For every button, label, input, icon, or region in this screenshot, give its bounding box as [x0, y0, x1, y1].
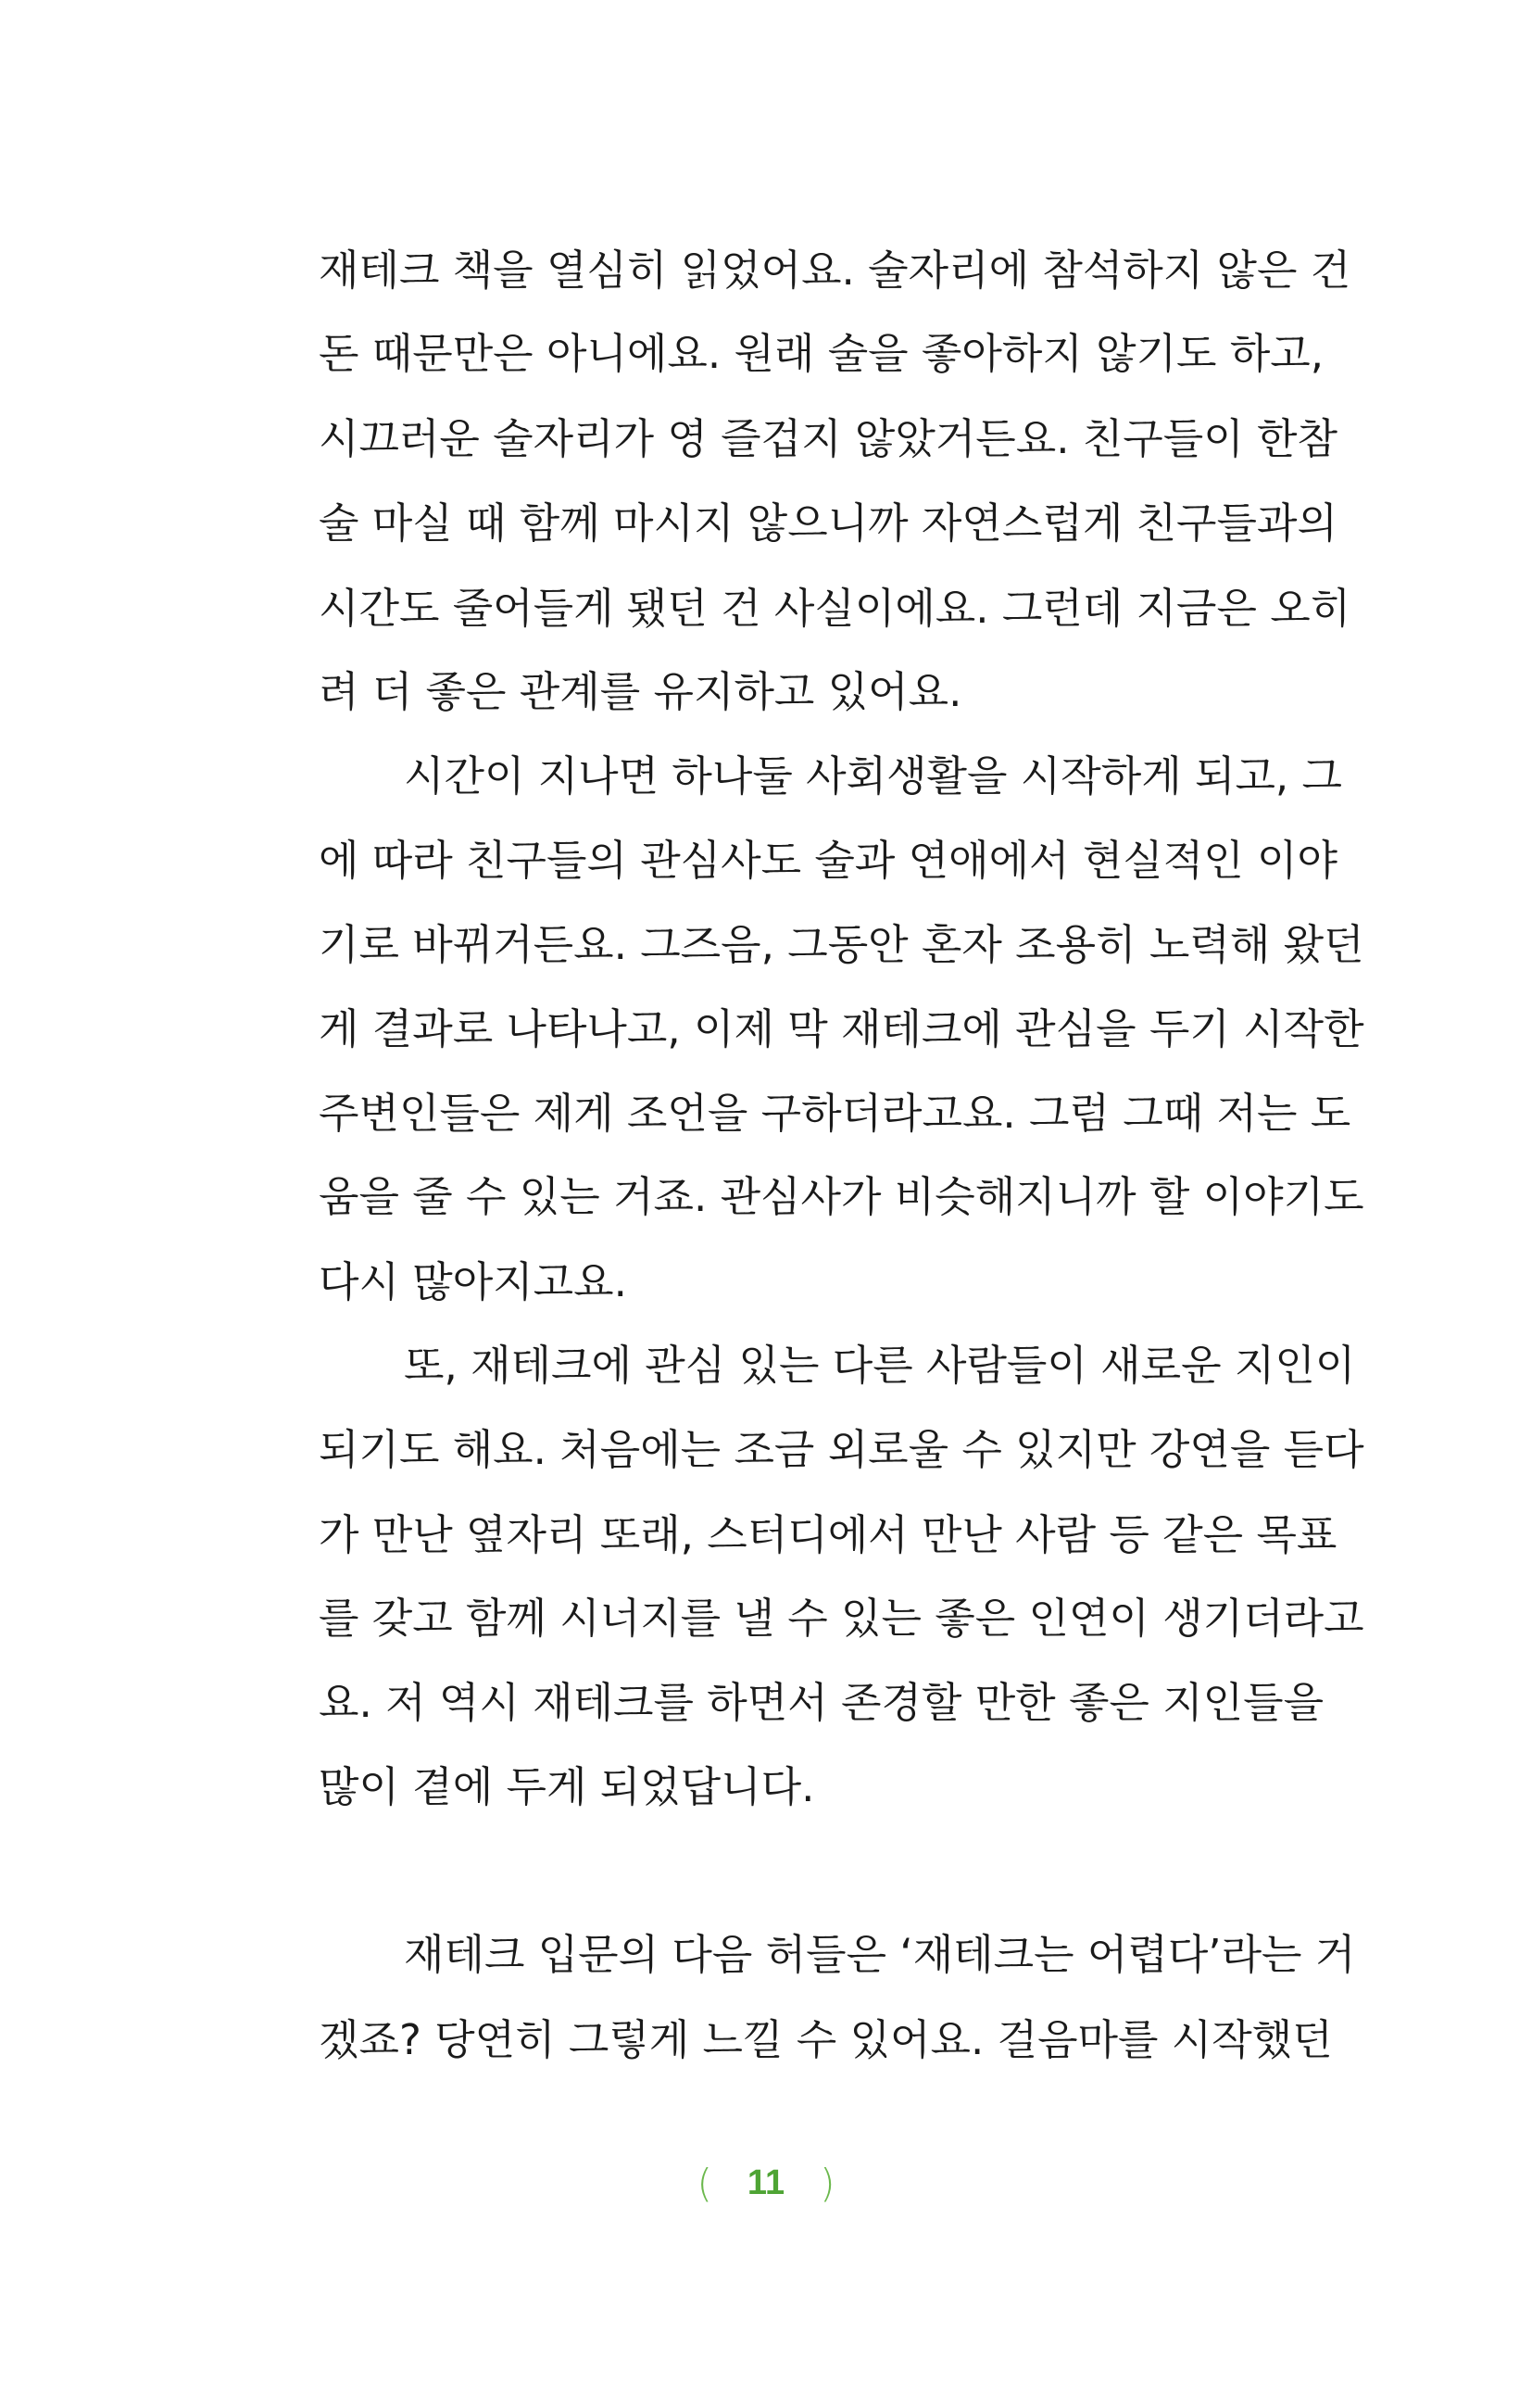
page-number-value: 11 [747, 2162, 785, 2202]
text-line: 재테크 책을 열심히 읽었어요. 술자리에 참석하지 않은 건 [319, 246, 1351, 295]
text-line: 기로 바뀌거든요. 그즈음, 그동안 혼자 조용히 노력해 왔던 [319, 920, 1364, 969]
text-line: 주변인들은 제게 조언을 구하더라고요. 그럼 그때 저는 도 [319, 1089, 1351, 1138]
text-line: 시끄러운 술자리가 영 즐겁지 않았거든요. 친구들이 한참 [319, 414, 1337, 463]
text-line: 려 더 좋은 관계를 유지하고 있어요. [319, 667, 962, 716]
page-number [0, 2155, 1532, 2211]
text-line: 다시 많아지고요. [319, 1257, 627, 1306]
text-line: 술 마실 때 함께 마시지 않으니까 자연스럽게 친구들과의 [319, 498, 1337, 548]
text-line: 를 갖고 함께 시너지를 낼 수 있는 좋은 인연이 생기더라고 [319, 1594, 1364, 1643]
text-line: 재테크 입문의 다음 허들은 ‘재테크는 어렵다’라는 거 [404, 1930, 1356, 1979]
text-line: 시간도 줄어들게 됐던 건 사실이에요. 그런데 지금은 오히 [319, 584, 1351, 633]
text-line: 많이 곁에 두게 되었답니다. [319, 1762, 815, 1811]
text-line: 겠죠? 당연히 그렇게 느낄 수 있어요. 걸음마를 시작했던 [319, 2015, 1333, 2064]
text-line: 움을 줄 수 있는 거죠. 관심사가 비슷해지니까 할 이야기도 [319, 1172, 1364, 1221]
text-line: 시간이 지나면 하나둘 사회생활을 시작하게 되고, 그 [404, 751, 1343, 801]
text-line: 되기도 해요. 처음에는 조금 외로울 수 있지만 강연을 듣다 [319, 1425, 1364, 1474]
page-number-open-paren: ( [697, 2160, 712, 2206]
text-line: 요. 저 역시 재테크를 하면서 존경할 만한 좋은 지인들을 [319, 1678, 1325, 1727]
text-line: 가 만난 옆자리 또래, 스터디에서 만난 사람 등 같은 목표 [319, 1510, 1337, 1559]
text-line: 또, 재테크에 관심 있는 다른 사람들이 새로운 지인이 [404, 1341, 1356, 1390]
text-line: 에 따라 친구들의 관심사도 술과 연애에서 현실적인 이야 [319, 836, 1337, 885]
page-number-close-paren: ) [820, 2160, 835, 2206]
text-line: 게 결과로 나타나고, 이제 막 재테크에 관심을 두기 시작한 [319, 1004, 1364, 1053]
text-line: 돈 때문만은 아니에요. 원래 술을 좋아하지 않기도 하고, [319, 329, 1325, 378]
